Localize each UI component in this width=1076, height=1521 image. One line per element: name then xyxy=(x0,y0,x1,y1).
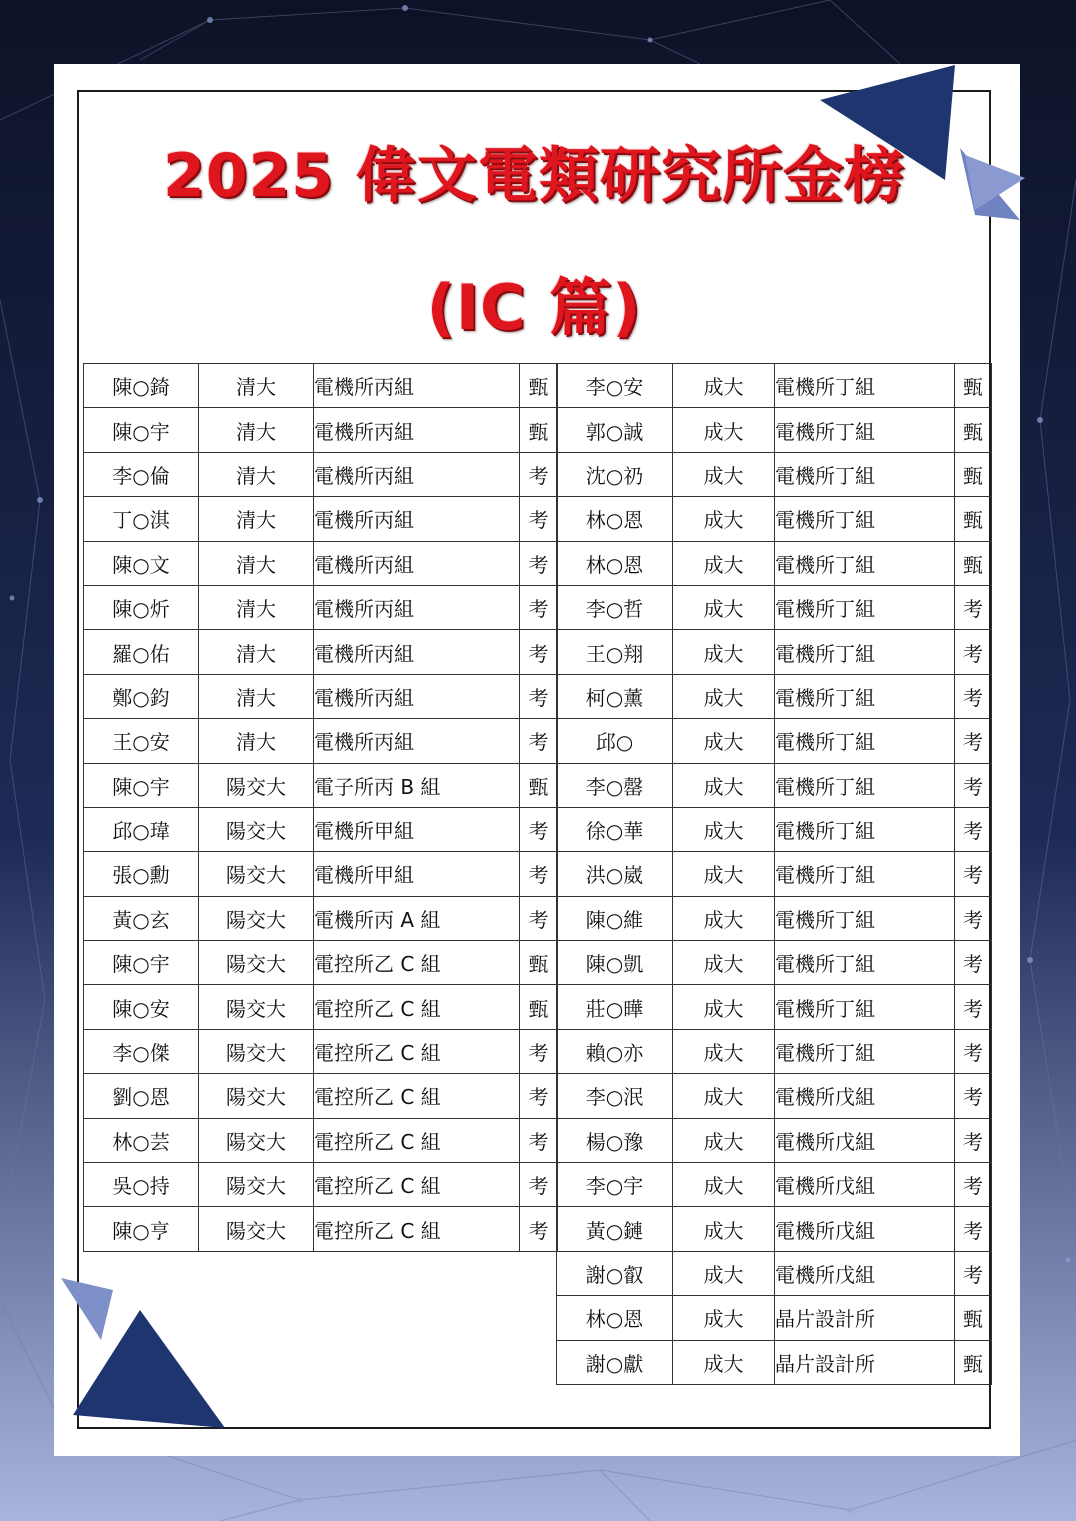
table-row xyxy=(557,364,992,408)
table-row xyxy=(557,1074,992,1118)
department-name: 電機所丙 A 組 xyxy=(314,896,520,940)
table-row xyxy=(84,852,558,896)
department-name: 電機所丙組 xyxy=(314,719,520,763)
admission-type: 考 xyxy=(520,541,558,585)
table-row xyxy=(557,1296,992,1340)
student-name: 謝○獻 xyxy=(557,1340,673,1384)
admission-type: 考 xyxy=(955,1118,992,1162)
admission-type: 考 xyxy=(955,763,992,807)
school-name: 陽交大 xyxy=(199,896,314,940)
table-row xyxy=(557,896,992,940)
school-name: 清大 xyxy=(199,497,314,541)
table-row xyxy=(557,763,992,807)
department-name: 電機所丁組 xyxy=(775,674,955,718)
admission-type: 甄 xyxy=(955,452,992,496)
school-name: 成大 xyxy=(673,985,775,1029)
department-name: 電機所戊組 xyxy=(775,1118,955,1162)
student-name: 李○宇 xyxy=(557,1163,673,1207)
school-name: 陽交大 xyxy=(199,763,314,807)
department-name: 電機所丁組 xyxy=(775,364,955,408)
school-name: 成大 xyxy=(673,1340,775,1384)
student-name: 邱○瑋 xyxy=(84,807,199,851)
admission-type: 考 xyxy=(520,1163,558,1207)
admission-type: 考 xyxy=(520,852,558,896)
table-row xyxy=(84,763,558,807)
school-name: 陽交大 xyxy=(199,1029,314,1073)
admission-type: 甄 xyxy=(955,364,992,408)
table-row xyxy=(557,1029,992,1073)
table-row xyxy=(557,541,992,585)
school-name: 清大 xyxy=(199,452,314,496)
table-row xyxy=(557,452,992,496)
admission-type: 考 xyxy=(955,852,992,896)
student-name: 邱○ xyxy=(557,719,673,763)
table-row xyxy=(84,408,558,452)
student-name: 張○勳 xyxy=(84,852,199,896)
student-name: 黃○鏈 xyxy=(557,1207,673,1251)
school-name: 成大 xyxy=(673,452,775,496)
school-name: 成大 xyxy=(673,585,775,629)
student-name: 李○泯 xyxy=(557,1074,673,1118)
school-name: 成大 xyxy=(673,497,775,541)
school-name: 成大 xyxy=(673,1118,775,1162)
student-name: 丁○淇 xyxy=(84,497,199,541)
department-name: 電機所丁組 xyxy=(775,452,955,496)
student-name: 陳○宇 xyxy=(84,941,199,985)
student-name: 謝○叡 xyxy=(557,1251,673,1295)
page-subtitle: (IC 篇) xyxy=(426,271,642,344)
school-name: 陽交大 xyxy=(199,941,314,985)
student-name: 林○恩 xyxy=(557,497,673,541)
department-name: 電機所戊組 xyxy=(775,1207,955,1251)
student-name: 陳○宇 xyxy=(84,408,199,452)
school-name: 成大 xyxy=(673,364,775,408)
triangle-decoration-bottom-left xyxy=(55,1270,230,1435)
department-name: 電機所丁組 xyxy=(775,763,955,807)
department-name: 電機所丁組 xyxy=(775,719,955,763)
school-name: 清大 xyxy=(199,541,314,585)
admission-type: 甄 xyxy=(955,1340,992,1384)
department-name: 電機所丙組 xyxy=(314,674,520,718)
table-row xyxy=(557,408,992,452)
department-name: 電控所乙 C 組 xyxy=(314,1163,520,1207)
student-name: 李○安 xyxy=(557,364,673,408)
school-name: 成大 xyxy=(673,763,775,807)
student-name: 林○芸 xyxy=(84,1118,199,1162)
table-row xyxy=(557,674,992,718)
admission-type: 甄 xyxy=(955,541,992,585)
admission-type: 考 xyxy=(520,1118,558,1162)
admission-type: 考 xyxy=(520,807,558,851)
table-row xyxy=(84,630,558,674)
admission-type: 考 xyxy=(520,674,558,718)
student-name: 柯○薰 xyxy=(557,674,673,718)
school-name: 成大 xyxy=(673,896,775,940)
table-row xyxy=(557,985,992,1029)
table-row xyxy=(84,1074,558,1118)
department-name: 電機所丁組 xyxy=(775,585,955,629)
admission-type: 考 xyxy=(520,630,558,674)
table-row xyxy=(84,452,558,496)
table-row xyxy=(557,1207,992,1251)
admission-type: 考 xyxy=(955,1074,992,1118)
admission-type: 考 xyxy=(955,941,992,985)
table-row xyxy=(84,1207,558,1251)
admission-type: 考 xyxy=(955,985,992,1029)
school-name: 成大 xyxy=(673,852,775,896)
admission-type: 考 xyxy=(955,630,992,674)
table-row xyxy=(557,719,992,763)
student-name: 郭○誠 xyxy=(557,408,673,452)
department-name: 電控所乙 C 組 xyxy=(314,1207,520,1251)
table-row xyxy=(557,497,992,541)
department-name: 電機所丙組 xyxy=(314,364,520,408)
student-name: 陳○安 xyxy=(84,985,199,1029)
table-row xyxy=(557,585,992,629)
school-name: 清大 xyxy=(199,408,314,452)
school-name: 成大 xyxy=(673,941,775,985)
admission-type: 考 xyxy=(520,1074,558,1118)
admission-type: 甄 xyxy=(955,1296,992,1340)
department-name: 電控所乙 C 組 xyxy=(314,941,520,985)
school-name: 成大 xyxy=(673,1163,775,1207)
school-name: 陽交大 xyxy=(199,852,314,896)
admission-type: 考 xyxy=(955,585,992,629)
school-name: 陽交大 xyxy=(199,1163,314,1207)
department-name: 電控所乙 C 組 xyxy=(314,1074,520,1118)
table-row xyxy=(84,941,558,985)
student-name: 陳○文 xyxy=(84,541,199,585)
student-name: 沈○礽 xyxy=(557,452,673,496)
table-row xyxy=(84,1029,558,1073)
student-name: 李○哲 xyxy=(557,585,673,629)
student-name: 陳○凱 xyxy=(557,941,673,985)
table-row xyxy=(84,1118,558,1162)
admission-type: 甄 xyxy=(520,408,558,452)
student-name: 李○傑 xyxy=(84,1029,199,1073)
school-name: 陽交大 xyxy=(199,985,314,1029)
table-row xyxy=(84,541,558,585)
table-row xyxy=(84,1163,558,1207)
results-table-left xyxy=(83,363,558,1252)
admission-type: 考 xyxy=(520,497,558,541)
department-name: 電子所丙 B 組 xyxy=(314,763,520,807)
table-row xyxy=(84,585,558,629)
student-name: 李○罄 xyxy=(557,763,673,807)
table-row xyxy=(557,1340,992,1384)
student-name: 莊○曄 xyxy=(557,985,673,1029)
school-name: 成大 xyxy=(673,541,775,585)
admission-type: 考 xyxy=(955,1163,992,1207)
school-name: 清大 xyxy=(199,364,314,408)
department-name: 電機所丙組 xyxy=(314,452,520,496)
department-name: 電機所丙組 xyxy=(314,630,520,674)
admission-type: 考 xyxy=(520,1029,558,1073)
admission-type: 甄 xyxy=(520,763,558,807)
department-name: 電機所甲組 xyxy=(314,852,520,896)
table-row xyxy=(557,1118,992,1162)
admission-type: 甄 xyxy=(520,364,558,408)
student-name: 王○翔 xyxy=(557,630,673,674)
table-row xyxy=(84,985,558,1029)
department-name: 電機所甲組 xyxy=(314,807,520,851)
department-name: 晶片設計所 xyxy=(775,1296,955,1340)
school-name: 清大 xyxy=(199,630,314,674)
table-row xyxy=(84,497,558,541)
student-name: 王○安 xyxy=(84,719,199,763)
student-name: 劉○恩 xyxy=(84,1074,199,1118)
school-name: 成大 xyxy=(673,1296,775,1340)
admission-type: 考 xyxy=(955,1251,992,1295)
admission-type: 考 xyxy=(520,719,558,763)
school-name: 陽交大 xyxy=(199,1074,314,1118)
admission-type: 甄 xyxy=(520,985,558,1029)
department-name: 電機所丁組 xyxy=(775,852,955,896)
table-row xyxy=(84,896,558,940)
table-row xyxy=(557,807,992,851)
admission-type: 考 xyxy=(520,585,558,629)
department-name: 電機所戊組 xyxy=(775,1163,955,1207)
department-name: 電機所丙組 xyxy=(314,541,520,585)
department-name: 電機所丁組 xyxy=(775,497,955,541)
department-name: 電控所乙 C 組 xyxy=(314,1118,520,1162)
student-name: 洪○崴 xyxy=(557,852,673,896)
admission-type: 考 xyxy=(955,674,992,718)
student-name: 鄭○鈞 xyxy=(84,674,199,718)
student-name: 陳○錡 xyxy=(84,364,199,408)
student-name: 黃○玄 xyxy=(84,896,199,940)
department-name: 電機所丁組 xyxy=(775,630,955,674)
admission-type: 考 xyxy=(520,896,558,940)
admission-type: 甄 xyxy=(955,408,992,452)
table-row xyxy=(557,1163,992,1207)
student-name: 陳○宇 xyxy=(84,763,199,807)
admission-type: 甄 xyxy=(955,497,992,541)
admission-type: 考 xyxy=(520,1207,558,1251)
department-name: 電機所戊組 xyxy=(775,1074,955,1118)
department-name: 電機所丁組 xyxy=(775,896,955,940)
student-name: 吳○持 xyxy=(84,1163,199,1207)
school-name: 成大 xyxy=(673,807,775,851)
school-name: 成大 xyxy=(673,1029,775,1073)
school-name: 成大 xyxy=(673,1251,775,1295)
department-name: 電機所丁組 xyxy=(775,541,955,585)
table-row xyxy=(557,941,992,985)
school-name: 成大 xyxy=(673,674,775,718)
school-name: 成大 xyxy=(673,408,775,452)
school-name: 成大 xyxy=(673,719,775,763)
department-name: 電機所丁組 xyxy=(775,408,955,452)
table-row xyxy=(84,719,558,763)
department-name: 電機所丁組 xyxy=(775,1029,955,1073)
student-name: 陳○炘 xyxy=(84,585,199,629)
admission-type: 考 xyxy=(955,807,992,851)
admission-type: 考 xyxy=(955,896,992,940)
school-name: 陽交大 xyxy=(199,807,314,851)
admission-type: 考 xyxy=(955,719,992,763)
student-name: 陳○亨 xyxy=(84,1207,199,1251)
table-row xyxy=(84,364,558,408)
school-name: 陽交大 xyxy=(199,1118,314,1162)
department-name: 電機所丙組 xyxy=(314,408,520,452)
department-name: 電控所乙 C 組 xyxy=(314,1029,520,1073)
student-name: 林○恩 xyxy=(557,541,673,585)
table-row xyxy=(84,807,558,851)
admission-type: 考 xyxy=(955,1207,992,1251)
table-row xyxy=(557,630,992,674)
admission-type: 考 xyxy=(955,1029,992,1073)
school-name: 成大 xyxy=(673,1207,775,1251)
department-name: 晶片設計所 xyxy=(775,1340,955,1384)
student-name: 李○倫 xyxy=(84,452,199,496)
student-name: 徐○華 xyxy=(557,807,673,851)
department-name: 電控所乙 C 組 xyxy=(314,985,520,1029)
department-name: 電機所丁組 xyxy=(775,807,955,851)
department-name: 電機所丁組 xyxy=(775,985,955,1029)
school-name: 清大 xyxy=(199,719,314,763)
table-row xyxy=(84,674,558,718)
table-row xyxy=(557,852,992,896)
department-name: 電機所戊組 xyxy=(775,1251,955,1295)
student-name: 楊○豫 xyxy=(557,1118,673,1162)
student-name: 林○恩 xyxy=(557,1296,673,1340)
department-name: 電機所丁組 xyxy=(775,941,955,985)
school-name: 清大 xyxy=(199,585,314,629)
school-name: 成大 xyxy=(673,630,775,674)
school-name: 清大 xyxy=(199,674,314,718)
table-row xyxy=(557,1251,992,1295)
admission-type: 考 xyxy=(520,452,558,496)
student-name: 陳○維 xyxy=(557,896,673,940)
student-name: 羅○佑 xyxy=(84,630,199,674)
school-name: 成大 xyxy=(673,1074,775,1118)
department-name: 電機所丙組 xyxy=(314,497,520,541)
results-table-right xyxy=(556,363,992,1385)
admission-type: 甄 xyxy=(520,941,558,985)
department-name: 電機所丙組 xyxy=(314,585,520,629)
student-name: 賴○亦 xyxy=(557,1029,673,1073)
page-title: 2025 偉文電類研究所金榜 xyxy=(163,141,905,211)
school-name: 陽交大 xyxy=(199,1207,314,1251)
